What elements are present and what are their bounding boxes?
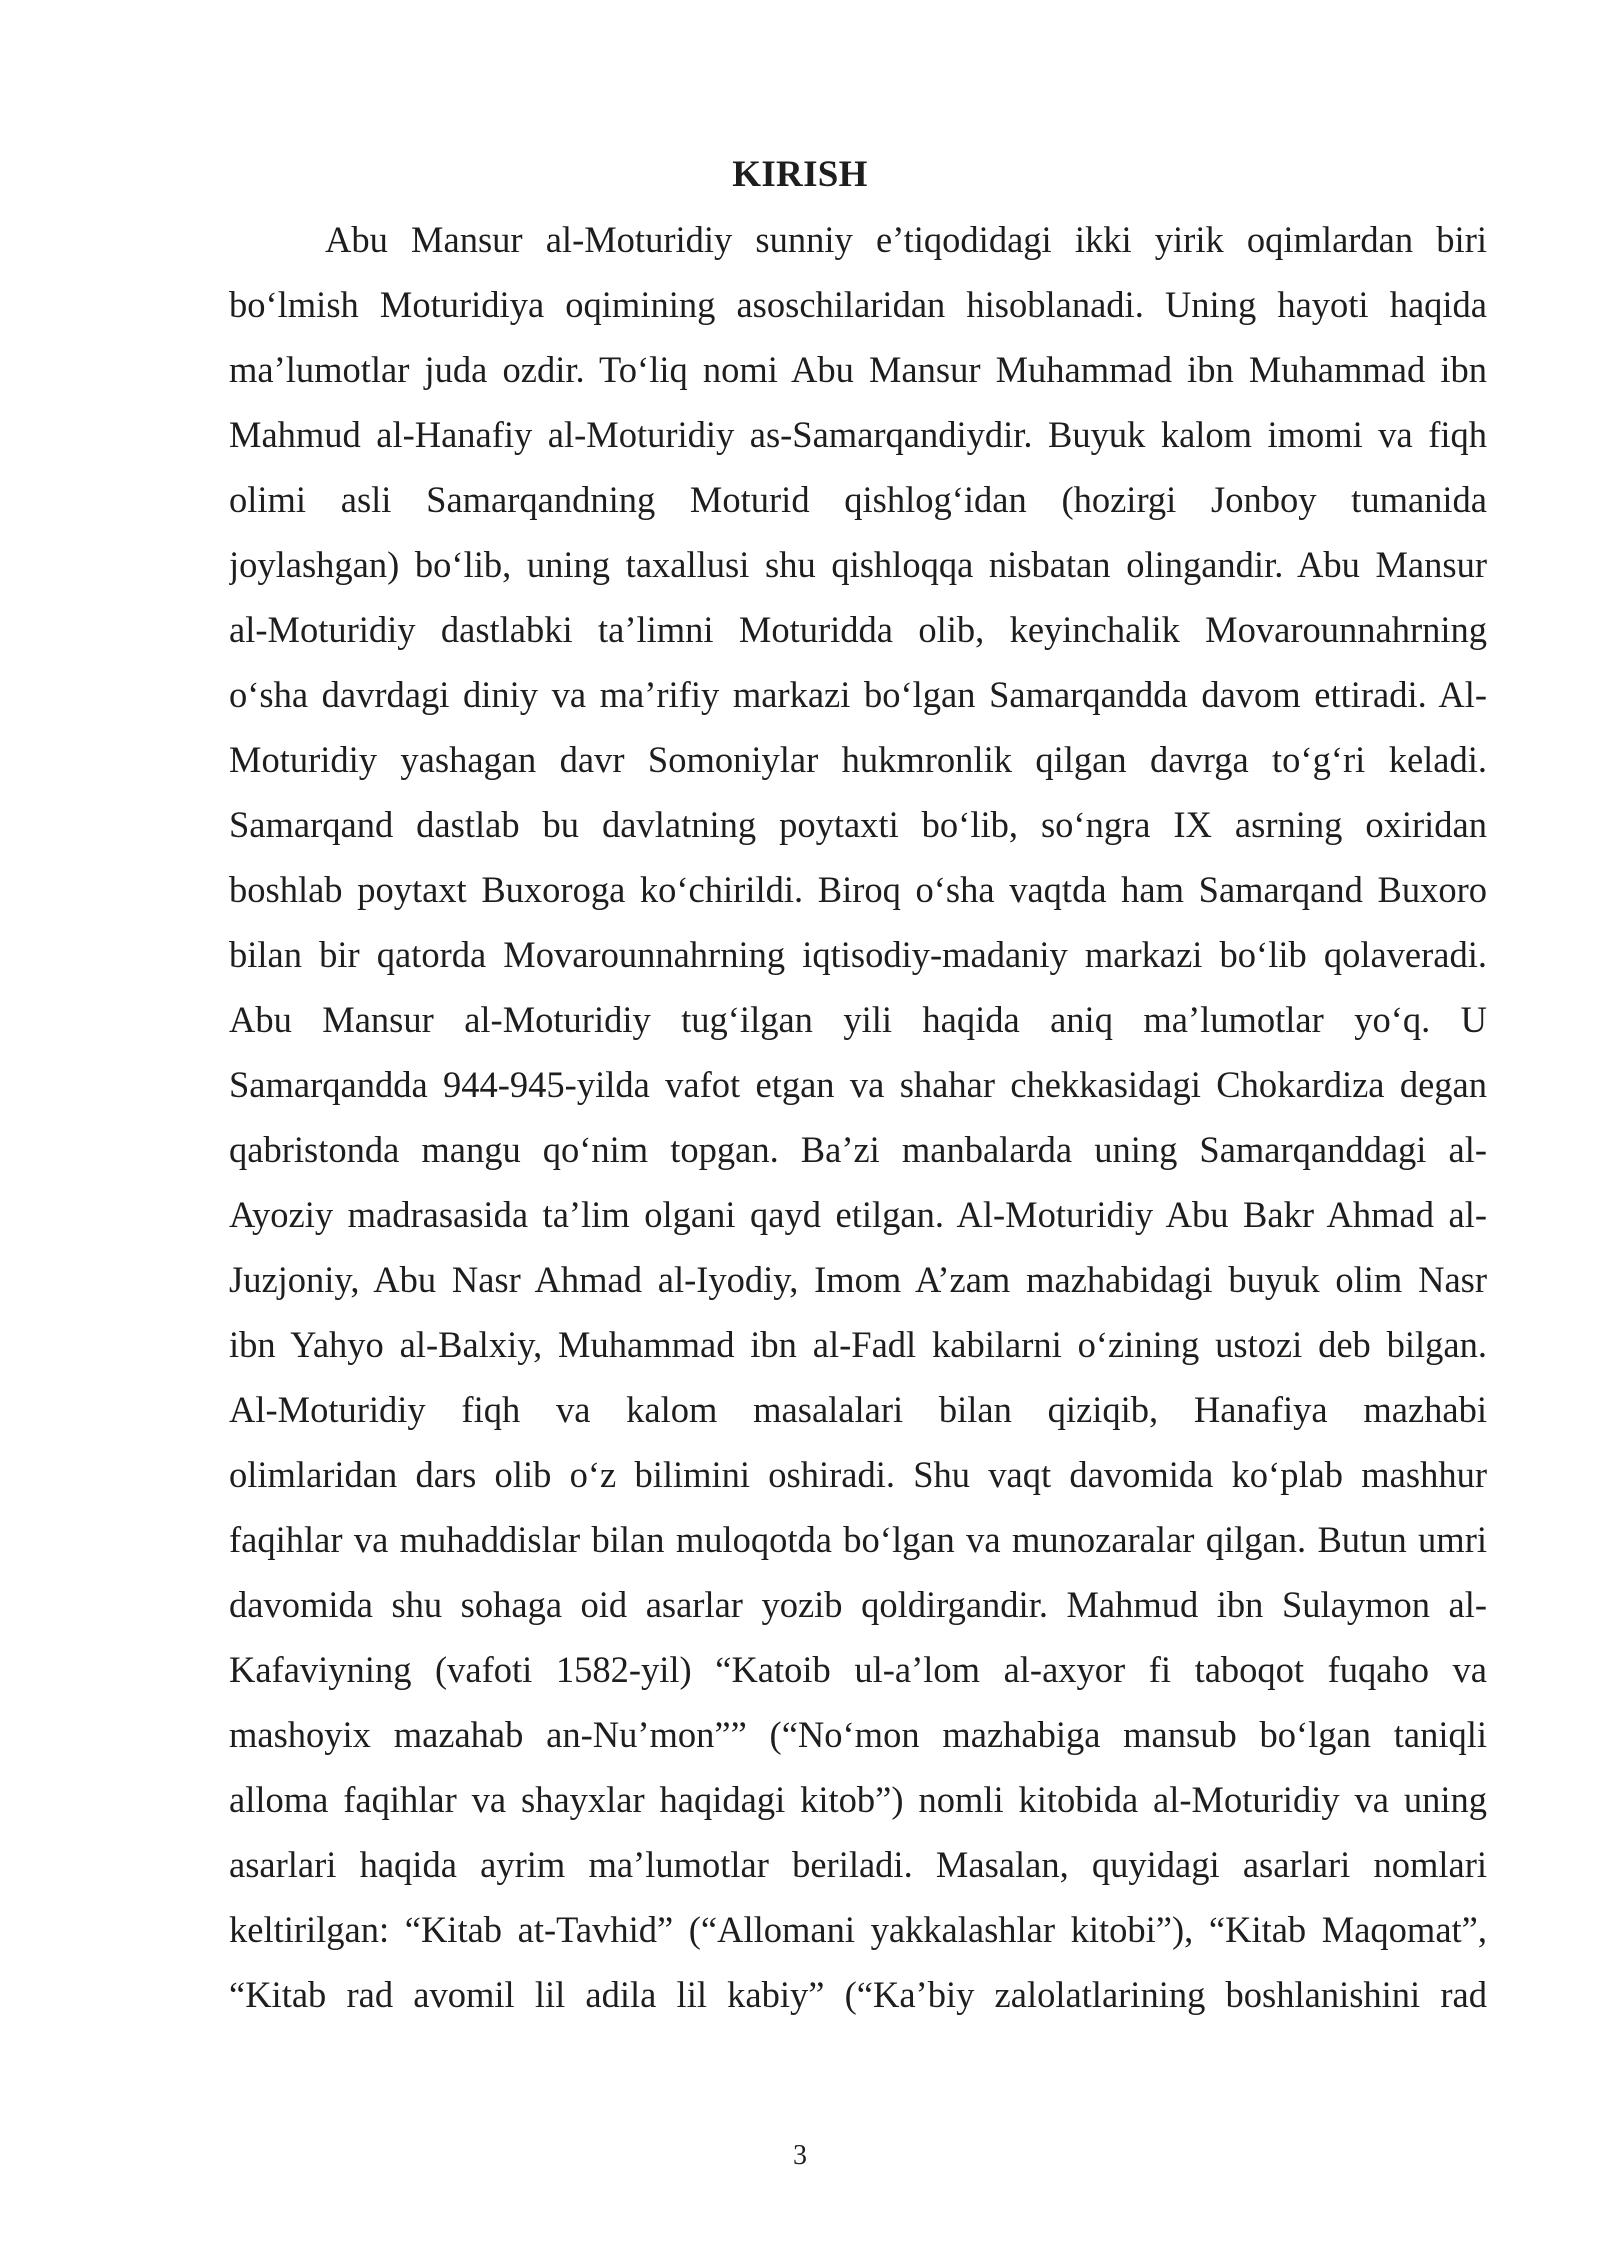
text-line: ibn Yahyo al-Balxiy, Muhammad ibn al-Fadl kabilarni o‘zining ustozi deb bilgan. — [229, 1324, 1487, 1365]
text-line: boshlab poytaxt Buxoroga ko‘chirildi. Biroq o‘sha vaqtda ham Samarqand Buxoro — [229, 869, 1487, 910]
text-line: Abu Mansur al-Moturidiy sunniy e’tiqodidagi ikki yirik oqimlardan biri — [325, 219, 1487, 260]
text-line: davomida shu sohaga oid asarlar yozib qoldirgandir. Mahmud ibn Sulaymon al- — [229, 1584, 1487, 1625]
text-line: Ayoziy madrasasida ta’lim olgani qayd etilgan. Al-Moturidiy Abu Bakr Ahmad al- — [229, 1194, 1487, 1235]
text-line: ma’lumotlar juda ozdir. To‘liq nomi Abu Mansur Muhammad ibn Muhammad ibn — [229, 349, 1487, 390]
text-line: Mahmud al-Hanafiy al-Moturidiy as-Samarqandiydir. Buyuk kalom imomi va fiqh — [229, 414, 1487, 455]
text-line: alloma faqihlar va shayxlar haqidagi kitob”) nomli kitobida al-Moturidiy va uning — [229, 1779, 1487, 1820]
section-heading: KIRISH — [732, 154, 868, 195]
text-line: o‘sha davrdagi diniy va ma’rifiy markazi bo‘lgan Samarqandda davom ettiradi. Al- — [229, 674, 1487, 715]
text-line: olimi asli Samarqandning Moturid qishlog‘idan (hozirgi Jonboy tumanida — [229, 479, 1487, 520]
text-line: qabristonda mangu qo‘nim topgan. Ba’zi manbalarda uning Samarqanddagi al- — [229, 1129, 1487, 1170]
text-line: asarlari haqida ayrim ma’lumotlar beriladi. Masalan, quyidagi asarlari nomlari — [229, 1844, 1487, 1885]
text-line: Abu Mansur al-Moturidiy tug‘ilgan yili haqida aniq ma’lumotlar yo‘q. U — [229, 999, 1487, 1040]
text-line: Juzjoniy, Abu Nasr Ahmad al-Iyodiy, Imom A’zam mazhabidagi buyuk olim Nasr — [229, 1259, 1487, 1300]
text-line: “Kitab rad avomil lil adila lil kabiy” (“Ka’biy zalolatlarining boshlanishini rad — [229, 1974, 1487, 2015]
text-line: mashoyix mazahab an-Nu’mon”” (“No‘mon mazhabiga mansub bo‘lgan taniqli — [229, 1714, 1487, 1755]
text-line: Kafaviyning (vafoti 1582-yil) “Katoib ul-a’lom al-axyor fi taboqot fuqaho va — [229, 1649, 1487, 1690]
text-line: keltirilgan: “Kitab at-Tavhid” (“Allomani yakkalashlar kitobi”), “Kitab Maqomat”, — [229, 1909, 1487, 1950]
text-line: Al-Moturidiy fiqh va kalom masalalari bilan qiziqib, Hanafiya mazhabi — [229, 1389, 1487, 1430]
text-line: Samarqandda 944-945-yilda vafot etgan va shahar chekkasidagi Chokardiza degan — [229, 1064, 1487, 1105]
text-line: bo‘lmish Moturidiya oqimining asoschilaridan hisoblanadi. Uning hayoti haqida — [229, 284, 1487, 325]
text-line: olimlaridan dars olib o‘z bilimini oshiradi. Shu vaqt davomida ko‘plab mashhur — [229, 1454, 1487, 1495]
body-paragraph — [229, 214, 1487, 2034]
text-line: joylashgan) bo‘lib, uning taxallusi shu qishloqqa nisbatan olingandir. Abu Mansur — [229, 544, 1487, 585]
page-number: 3 — [793, 2140, 807, 2171]
text-line: faqihlar va muhaddislar bilan muloqotda bo‘lgan va munozaralar qilgan. Butun umri — [229, 1519, 1487, 1560]
text-line: bilan bir qatorda Movarounnahrning iqtisodiy-madaniy markazi bo‘lib qolaveradi. — [229, 934, 1487, 975]
text-line: Moturidiy yashagan davr Somoniylar hukmronlik qilgan davrga to‘g‘ri keladi. — [229, 739, 1487, 780]
text-line: Samarqand dastlab bu davlatning poytaxti bo‘lib, so‘ngra IX asrning oxiridan — [229, 804, 1487, 845]
text-line: al-Moturidiy dastlabki ta’limni Moturidda olib, keyinchalik Movarounnahrning — [229, 609, 1487, 650]
